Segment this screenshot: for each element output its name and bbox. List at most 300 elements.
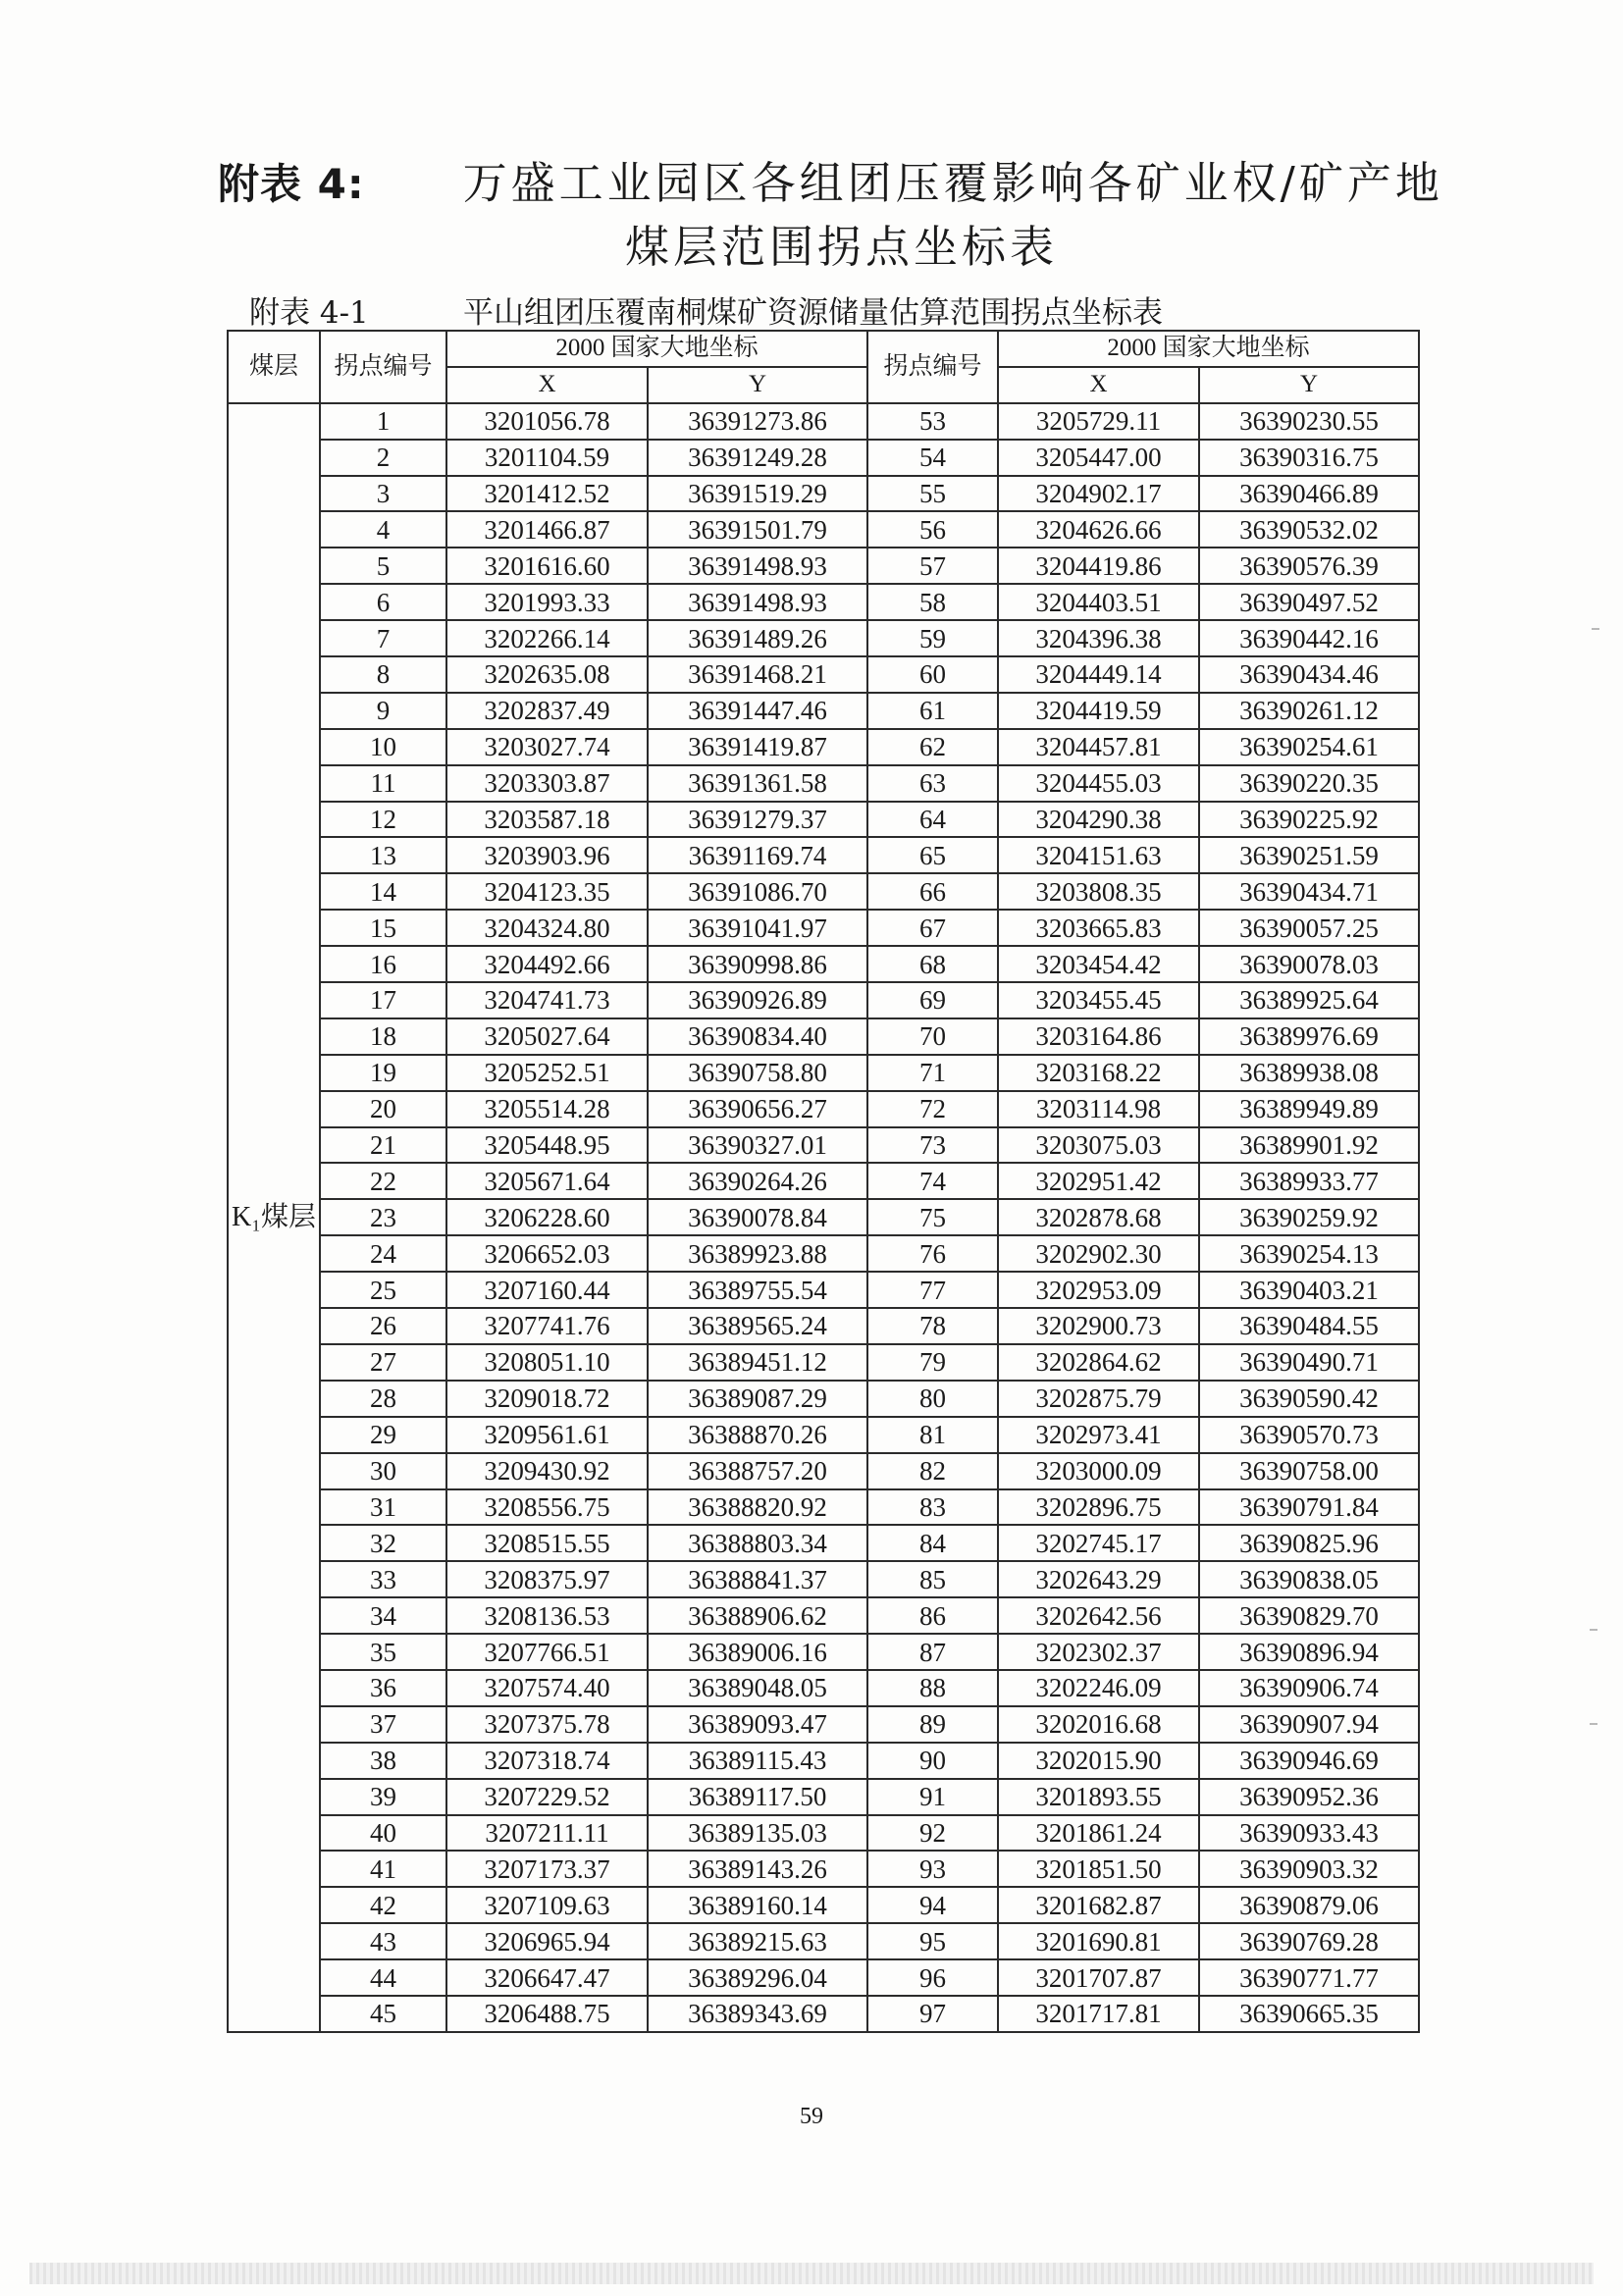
x-cell: 3204457.81 [998, 729, 1199, 765]
point-no-cell: 36 [320, 1670, 446, 1706]
x-cell: 3207109.63 [446, 1887, 648, 1923]
table-row [228, 440, 1419, 476]
point-no-cell: 83 [867, 1489, 998, 1526]
x-cell: 3206228.60 [446, 1199, 648, 1235]
y-cell: 36390926.89 [648, 982, 867, 1018]
point-no-cell: 74 [867, 1163, 998, 1199]
point-no-cell: 63 [867, 765, 998, 802]
y-cell: 36390327.01 [648, 1127, 867, 1164]
y-cell: 36390497.52 [1199, 584, 1419, 620]
x-cell: 3202015.90 [998, 1743, 1199, 1779]
x-cell: 3202878.68 [998, 1199, 1199, 1235]
y-cell: 36390251.59 [1199, 837, 1419, 873]
y-cell: 36391086.70 [648, 873, 867, 910]
point-no-cell: 86 [867, 1597, 998, 1634]
y-cell: 36390466.89 [1199, 476, 1419, 512]
x-cell: 3201616.60 [446, 548, 648, 584]
appendix-subtitle: 煤层范围拐点坐标表 [625, 221, 1059, 273]
point-no-cell: 20 [320, 1091, 446, 1127]
point-no-cell: 21 [320, 1127, 446, 1164]
table-row [228, 837, 1419, 873]
y-cell: 36390259.92 [1199, 1199, 1419, 1235]
x-cell: 3207211.11 [446, 1815, 648, 1852]
table-row [228, 729, 1419, 765]
table-row [228, 476, 1419, 512]
point-no-cell: 13 [320, 837, 446, 873]
point-no-cell: 19 [320, 1055, 446, 1091]
y-cell: 36390434.71 [1199, 873, 1419, 910]
x-cell: 3207318.74 [446, 1743, 648, 1779]
x-cell: 3207160.44 [446, 1272, 648, 1308]
point-no-cell: 8 [320, 656, 446, 693]
table-row [228, 765, 1419, 802]
table-row [228, 1959, 1419, 1996]
x-cell: 3204324.80 [446, 910, 648, 946]
x-cell: 3208556.75 [446, 1489, 648, 1526]
y-cell: 36390230.55 [1199, 403, 1419, 440]
point-no-cell: 92 [867, 1815, 998, 1852]
point-no-cell: 41 [320, 1851, 446, 1887]
coord-system-header: 2000 国家大地坐标 [446, 331, 867, 367]
x-cell: 3205027.64 [446, 1018, 648, 1055]
point-no-cell: 28 [320, 1381, 446, 1417]
y-cell: 36391489.26 [648, 620, 867, 656]
x-cell: 3206647.47 [446, 1959, 648, 1996]
y-cell: 36391361.58 [648, 765, 867, 802]
point-no-cell: 15 [320, 910, 446, 946]
table-row [228, 1381, 1419, 1417]
x-cell: 3206652.03 [446, 1235, 648, 1272]
table-row [228, 1272, 1419, 1308]
y-cell: 36388906.62 [648, 1597, 867, 1634]
x-cell: 3202864.62 [998, 1344, 1199, 1381]
y-cell: 36390903.32 [1199, 1851, 1419, 1887]
y-cell: 36389976.69 [1199, 1018, 1419, 1055]
point-no-header: 拐点编号 [320, 331, 446, 403]
y-cell: 36390758.00 [1199, 1453, 1419, 1489]
y-cell: 36390590.42 [1199, 1381, 1419, 1417]
point-no-cell: 34 [320, 1597, 446, 1634]
table-row [228, 1489, 1419, 1526]
point-no-cell: 61 [867, 693, 998, 729]
x-cell: 3203075.03 [998, 1127, 1199, 1164]
y-cell: 36390254.61 [1199, 729, 1419, 765]
x-cell: 3204123.35 [446, 873, 648, 910]
point-no-cell: 75 [867, 1199, 998, 1235]
x-cell: 3202900.73 [998, 1308, 1199, 1344]
point-no-cell: 37 [320, 1706, 446, 1743]
x-cell: 3204449.14 [998, 656, 1199, 693]
point-no-cell: 11 [320, 765, 446, 802]
x-cell: 3205729.11 [998, 403, 1199, 440]
table-row [228, 1344, 1419, 1381]
table-row [228, 1127, 1419, 1164]
point-no-cell: 93 [867, 1851, 998, 1887]
x-cell: 3207229.52 [446, 1779, 648, 1815]
x-cell: 3201851.50 [998, 1851, 1199, 1887]
table-title: 平山组团压覆南桐煤矿资源储量估算范围拐点坐标表 [463, 295, 1163, 331]
table-row [228, 873, 1419, 910]
y-cell: 36389451.12 [648, 1344, 867, 1381]
table-caption [249, 287, 1163, 332]
x-cell: 3202302.37 [998, 1634, 1199, 1670]
table-row [228, 656, 1419, 693]
point-no-cell: 43 [320, 1923, 446, 1959]
scan-speck [1590, 1723, 1597, 1725]
point-no-cell: 58 [867, 584, 998, 620]
point-no-cell: 62 [867, 729, 998, 765]
point-no-cell: 80 [867, 1381, 998, 1417]
coordinate-table [227, 330, 1420, 2033]
point-no-cell: 71 [867, 1055, 998, 1091]
y-cell: 36389923.88 [648, 1235, 867, 1272]
x-cell: 3201682.87 [998, 1887, 1199, 1923]
x-cell: 3203454.42 [998, 946, 1199, 982]
y-cell: 36390829.70 [1199, 1597, 1419, 1634]
x-cell: 3201104.59 [446, 440, 648, 476]
y-cell: 36390946.69 [1199, 1743, 1419, 1779]
point-no-cell: 38 [320, 1743, 446, 1779]
point-no-cell: 54 [867, 440, 998, 476]
point-no-cell: 70 [867, 1018, 998, 1055]
header-row-1 [228, 331, 1419, 367]
x-cell: 3204626.66 [998, 511, 1199, 548]
point-no-cell: 10 [320, 729, 446, 765]
y-cell: 36389006.16 [648, 1634, 867, 1670]
y-cell: 36391279.37 [648, 802, 867, 838]
x-cell: 3203303.87 [446, 765, 648, 802]
seam-name-cell: K₁煤层 [228, 403, 320, 2032]
y-cell: 36391169.74 [648, 837, 867, 873]
point-no-cell: 94 [867, 1887, 998, 1923]
y-cell: 36389343.69 [648, 1996, 867, 2032]
point-no-cell: 76 [867, 1235, 998, 1272]
y-cell: 36389565.24 [648, 1308, 867, 1344]
table-row [228, 548, 1419, 584]
y-cell: 36390264.26 [648, 1163, 867, 1199]
x-cell: 3203000.09 [998, 1453, 1199, 1489]
table-row [228, 1018, 1419, 1055]
table-row [228, 1597, 1419, 1634]
x-cell: 3205514.28 [446, 1091, 648, 1127]
point-no-cell: 97 [867, 1996, 998, 2032]
appendix-label: 附表 4: [218, 160, 365, 208]
table-row [228, 1561, 1419, 1597]
page-title [218, 147, 1443, 211]
y-cell: 36388803.34 [648, 1525, 867, 1561]
y-cell: 36390656.27 [648, 1091, 867, 1127]
point-no-cell: 90 [867, 1743, 998, 1779]
point-no-cell: 3 [320, 476, 446, 512]
y-cell: 36390952.36 [1199, 1779, 1419, 1815]
x-cell: 3201690.81 [998, 1923, 1199, 1959]
point-no-cell: 95 [867, 1923, 998, 1959]
point-no-cell: 23 [320, 1199, 446, 1235]
y-cell: 36390771.77 [1199, 1959, 1419, 1996]
point-no-cell: 31 [320, 1489, 446, 1526]
y-cell: 36391419.87 [648, 729, 867, 765]
point-no-cell: 88 [867, 1670, 998, 1706]
y-cell: 36390906.74 [1199, 1670, 1419, 1706]
point-no-cell: 29 [320, 1417, 446, 1453]
table-row [228, 1163, 1419, 1199]
x-cell: 3206488.75 [446, 1996, 648, 2032]
x-cell: 3201466.87 [446, 511, 648, 548]
table-row [228, 1779, 1419, 1815]
y-cell: 36389755.54 [648, 1272, 867, 1308]
y-cell: 36390825.96 [1199, 1525, 1419, 1561]
x-cell: 3202745.17 [998, 1525, 1199, 1561]
x-cell: 3207766.51 [446, 1634, 648, 1670]
point-no-cell: 53 [867, 403, 998, 440]
x-cell: 3205447.00 [998, 440, 1199, 476]
x-cell: 3204396.38 [998, 620, 1199, 656]
point-no-cell: 25 [320, 1272, 446, 1308]
x-cell: 3202951.42 [998, 1163, 1199, 1199]
table-row [228, 1743, 1419, 1779]
point-no-cell: 72 [867, 1091, 998, 1127]
point-no-cell: 5 [320, 548, 446, 584]
x-cell: 3207173.37 [446, 1851, 648, 1887]
x-cell: 3201707.87 [998, 1959, 1199, 1996]
point-no-cell: 66 [867, 873, 998, 910]
y-cell: 36389215.63 [648, 1923, 867, 1959]
x-cell: 3202266.14 [446, 620, 648, 656]
x-cell: 3204151.63 [998, 837, 1199, 873]
point-no-cell: 59 [867, 620, 998, 656]
y-cell: 36391249.28 [648, 440, 867, 476]
y-cell: 36389143.26 [648, 1851, 867, 1887]
x-cell: 3202902.30 [998, 1235, 1199, 1272]
x-cell: 3204403.51 [998, 584, 1199, 620]
y-cell: 36390490.71 [1199, 1344, 1419, 1381]
x-cell: 3202896.75 [998, 1489, 1199, 1526]
x-cell: 3207741.76 [446, 1308, 648, 1344]
x-cell: 3205448.95 [446, 1127, 648, 1164]
point-no-cell: 68 [867, 946, 998, 982]
y-cell: 36389160.14 [648, 1887, 867, 1923]
point-no-cell: 9 [320, 693, 446, 729]
point-no-cell: 57 [867, 548, 998, 584]
y-cell: 36389933.77 [1199, 1163, 1419, 1199]
point-no-cell: 16 [320, 946, 446, 982]
x-cell: 3209430.92 [446, 1453, 648, 1489]
x-cell: 3208515.55 [446, 1525, 648, 1561]
x-cell: 3201861.24 [998, 1815, 1199, 1852]
page-number: 59 [800, 2104, 823, 2129]
table-row [228, 1996, 1419, 2032]
x-cell: 3204455.03 [998, 765, 1199, 802]
y-cell: 36390316.75 [1199, 440, 1419, 476]
table-row [228, 1670, 1419, 1706]
y-cell: 36389048.05 [648, 1670, 867, 1706]
y-cell: 36389925.64 [1199, 982, 1419, 1018]
x-cell: 3206965.94 [446, 1923, 648, 1959]
y-cell: 36388841.37 [648, 1561, 867, 1597]
x-cell: 3203168.22 [998, 1055, 1199, 1091]
point-no-cell: 22 [320, 1163, 446, 1199]
y-header: Y [648, 367, 867, 403]
y-cell: 36389901.92 [1199, 1127, 1419, 1164]
point-no-cell: 27 [320, 1344, 446, 1381]
table-row [228, 1055, 1419, 1091]
table-label: 附表 4-1 [249, 295, 369, 331]
y-cell: 36389949.89 [1199, 1091, 1419, 1127]
point-no-cell: 7 [320, 620, 446, 656]
y-cell: 36390078.03 [1199, 946, 1419, 982]
y-cell: 36391501.79 [648, 511, 867, 548]
point-no-header: 拐点编号 [867, 331, 998, 403]
y-cell: 36390403.21 [1199, 1272, 1419, 1308]
y-cell: 36389087.29 [648, 1381, 867, 1417]
point-no-cell: 79 [867, 1344, 998, 1381]
y-cell: 36390933.43 [1199, 1815, 1419, 1852]
y-cell: 36388820.92 [648, 1489, 867, 1526]
y-cell: 36391498.93 [648, 584, 867, 620]
y-cell: 36390838.05 [1199, 1561, 1419, 1597]
y-cell: 36390532.02 [1199, 511, 1419, 548]
x-cell: 3204902.17 [998, 476, 1199, 512]
x-cell: 3202837.49 [446, 693, 648, 729]
y-cell: 36388870.26 [648, 1417, 867, 1453]
point-no-cell: 45 [320, 1996, 446, 2032]
point-no-cell: 77 [867, 1272, 998, 1308]
y-cell: 36391519.29 [648, 476, 867, 512]
y-cell: 36391468.21 [648, 656, 867, 693]
x-cell: 3204419.59 [998, 693, 1199, 729]
point-no-cell: 35 [320, 1634, 446, 1670]
y-cell: 36388757.20 [648, 1453, 867, 1489]
y-cell: 36390896.94 [1199, 1634, 1419, 1670]
x-cell: 3202246.09 [998, 1670, 1199, 1706]
y-cell: 36390879.06 [1199, 1887, 1419, 1923]
table-row [228, 511, 1419, 548]
table-row [228, 693, 1419, 729]
y-header: Y [1199, 367, 1419, 403]
x-cell: 3201717.81 [998, 1996, 1199, 2032]
x-cell: 3209561.61 [446, 1417, 648, 1453]
table-row [228, 620, 1419, 656]
x-cell: 3207574.40 [446, 1670, 648, 1706]
x-cell: 3201056.78 [446, 403, 648, 440]
point-no-cell: 85 [867, 1561, 998, 1597]
point-no-cell: 81 [867, 1417, 998, 1453]
x-cell: 3201412.52 [446, 476, 648, 512]
point-no-cell: 91 [867, 1779, 998, 1815]
x-cell: 3202953.09 [998, 1272, 1199, 1308]
x-cell: 3204741.73 [446, 982, 648, 1018]
point-no-cell: 87 [867, 1634, 998, 1670]
point-no-cell: 73 [867, 1127, 998, 1164]
x-header: X [446, 367, 648, 403]
table-row [228, 1634, 1419, 1670]
table-row [228, 403, 1419, 440]
y-cell: 36390834.40 [648, 1018, 867, 1055]
table-row [228, 1308, 1419, 1344]
point-no-cell: 69 [867, 982, 998, 1018]
point-no-cell: 2 [320, 440, 446, 476]
table-row [228, 802, 1419, 838]
point-no-cell: 39 [320, 1779, 446, 1815]
y-cell: 36391273.86 [648, 403, 867, 440]
table-row [228, 1199, 1419, 1235]
y-cell: 36390225.92 [1199, 802, 1419, 838]
y-cell: 36391498.93 [648, 548, 867, 584]
y-cell: 36389117.50 [648, 1779, 867, 1815]
point-no-cell: 1 [320, 403, 446, 440]
x-cell: 3203027.74 [446, 729, 648, 765]
y-cell: 36390758.80 [648, 1055, 867, 1091]
point-no-cell: 60 [867, 656, 998, 693]
table-row [228, 1923, 1419, 1959]
x-cell: 3203808.35 [998, 873, 1199, 910]
x-cell: 3203665.83 [998, 910, 1199, 946]
y-cell: 36390570.73 [1199, 1417, 1419, 1453]
x-cell: 3202635.08 [446, 656, 648, 693]
point-no-cell: 84 [867, 1525, 998, 1561]
y-cell: 36391041.97 [648, 910, 867, 946]
table-row [228, 1091, 1419, 1127]
point-no-cell: 32 [320, 1525, 446, 1561]
point-no-cell: 67 [867, 910, 998, 946]
y-cell: 36389135.03 [648, 1815, 867, 1852]
x-cell: 3208136.53 [446, 1597, 648, 1634]
y-cell: 36390220.35 [1199, 765, 1419, 802]
table-row [228, 1417, 1419, 1453]
x-cell: 3203903.96 [446, 837, 648, 873]
point-no-cell: 65 [867, 837, 998, 873]
x-cell: 3204492.66 [446, 946, 648, 982]
point-no-cell: 33 [320, 1561, 446, 1597]
scan-speck [1592, 628, 1599, 630]
x-cell: 3208375.97 [446, 1561, 648, 1597]
y-cell: 36390907.94 [1199, 1706, 1419, 1743]
x-cell: 3202973.41 [998, 1417, 1199, 1453]
y-cell: 36390665.35 [1199, 1996, 1419, 2032]
appendix-title: 万盛工业园区各组团压覆影响各矿业权/矿产地 [462, 157, 1443, 209]
point-no-cell: 14 [320, 873, 446, 910]
point-no-cell: 55 [867, 476, 998, 512]
point-no-cell: 96 [867, 1959, 998, 1996]
x-cell: 3205252.51 [446, 1055, 648, 1091]
point-no-cell: 4 [320, 511, 446, 548]
y-cell: 36390769.28 [1199, 1923, 1419, 1959]
y-cell: 36390998.86 [648, 946, 867, 982]
y-cell: 36390484.55 [1199, 1308, 1419, 1344]
x-cell: 3203455.45 [998, 982, 1199, 1018]
point-no-cell: 78 [867, 1308, 998, 1344]
point-no-cell: 42 [320, 1887, 446, 1923]
x-cell: 3209018.72 [446, 1381, 648, 1417]
table-row [228, 1815, 1419, 1852]
table-row [228, 946, 1419, 982]
y-cell: 36390261.12 [1199, 693, 1419, 729]
x-cell: 3202642.56 [998, 1597, 1199, 1634]
x-cell: 3204419.86 [998, 548, 1199, 584]
x-cell: 3202875.79 [998, 1381, 1199, 1417]
table-row [228, 910, 1419, 946]
y-cell: 36390057.25 [1199, 910, 1419, 946]
table-row [228, 1525, 1419, 1561]
y-cell: 36390791.84 [1199, 1489, 1419, 1526]
point-no-cell: 40 [320, 1815, 446, 1852]
x-cell: 3202643.29 [998, 1561, 1199, 1597]
x-cell: 3204290.38 [998, 802, 1199, 838]
x-cell: 3208051.10 [446, 1344, 648, 1381]
y-cell: 36389938.08 [1199, 1055, 1419, 1091]
point-no-cell: 56 [867, 511, 998, 548]
scan-edge-artifact [29, 2263, 1594, 2284]
